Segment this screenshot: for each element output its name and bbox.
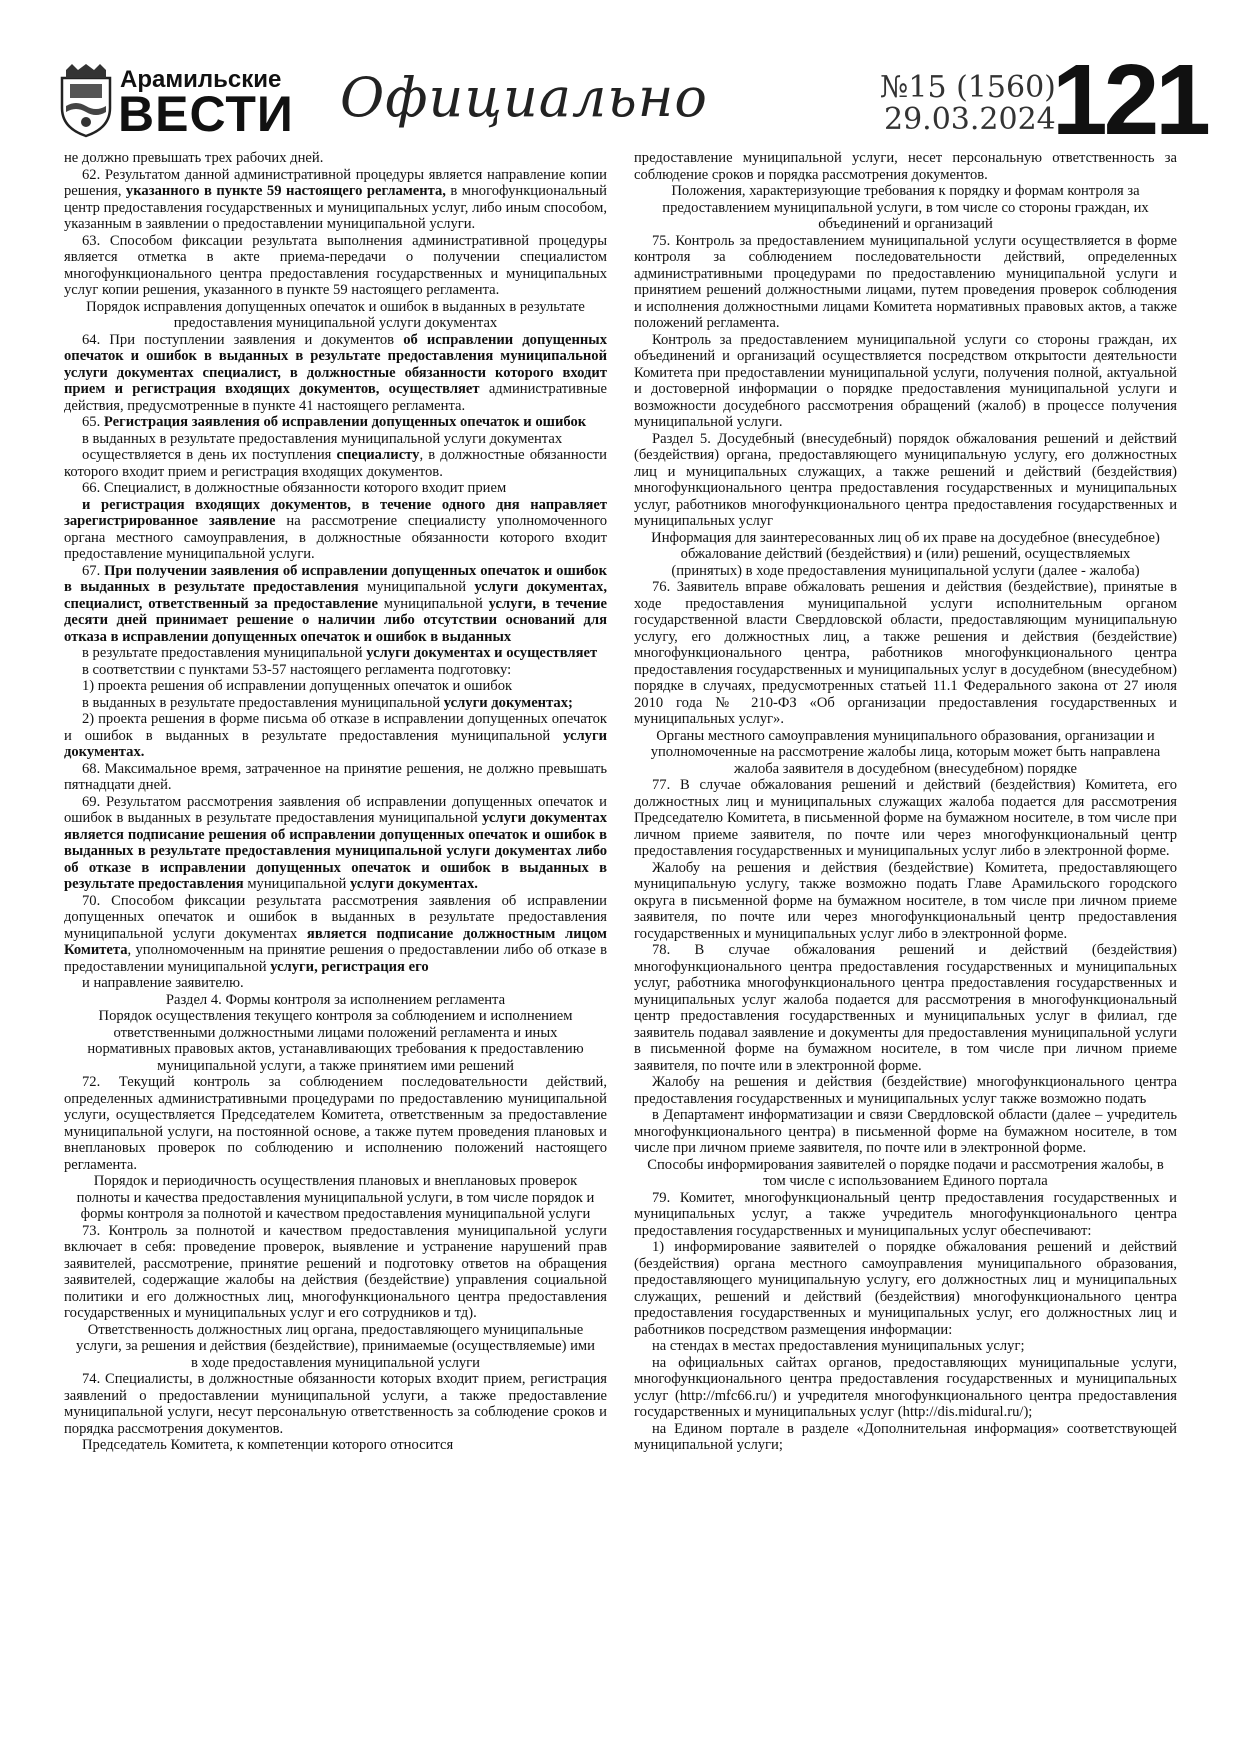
right-column	[634, 150, 1177, 1454]
section-title: Официально	[340, 66, 708, 129]
paragraph-68: 68. Максимальное время, затраченное на принятие решения, не должно превышать пятнадцати дней.	[64, 760, 607, 793]
list-item: 1) проекта решения об исправлении допущенных опечаток и ошибок	[82, 678, 513, 694]
paragraph-63: 63. Способом фиксации результата выполнения административной процедуры является отметка в акте приема-передачи о получении специалистом многофункционального центра предоставления государственных и муниципальных услуг копии решения, указанного в пункте 59 настоящего регламента.	[64, 232, 607, 298]
paragraph-73: 73. Контроль за полнотой и качеством предоставления муниципальной услуги включает в себя: проведение проверок, выявление и устранение нарушений прав заявителей, рассмотрение, принятие решений и подготовку ответов на обращения заявителей, содержащие жалобы на действия (бездействие) управления социальной политики и его должностных лиц, многофункционального центра предоставления государственных и муниципальных услуг и его сотрудников и тд).	[64, 1222, 607, 1321]
paragraph-64: 64. При поступлении заявления и документов об исправлении допущенных опечаток и ошибок в выданных в результате предоставления муниципальной услуги документах специалист, в должностные обязанности которого входит прием и регистрация входящих документов, осуществляет административные действия, предусмотренные в пункте 41 настоящего регламента.	[64, 331, 607, 414]
paragraph-77: 77. В случае обжалования решений и действий (бездействия) Комитета, его должностных лиц и муниципальных служащих жалоба подается для рассмотрения Председателю Комитета, в письменной форме на бумажном носителе, в том числе при личном приеме заявителя, по почте или через многофункциональный центр предоставления государственных и муниципальных услуг либо в электронной форме.	[634, 777, 1177, 859]
logo-top-text: Арамильские	[120, 66, 282, 93]
paragraph-74: 74. Специалисты, в должностные обязанности которых входит прием, регистрация заявлений о предоставлении муниципальной услуги, а также предоставление муниципальной услуги, несут персональную ответственность за соблюдение сроков и порядка рассмотрения документов.	[64, 1371, 607, 1437]
paragraph: Контроль за предоставлением муниципальной услуги со стороны граждан, их объединений и организаций осуществляется посредством открытости деятельности Комитета при предоставлении муниципальной услуги, получения полной, актуальной и достоверной информации о порядке предоставления муниципальной услуги и возможности досудебного рассмотрения обращений (жалоб) в процессе получения муниципальной услуги.	[634, 331, 1177, 430]
subheading: Положения, характеризующие требования к порядку и формам контроля за предоставлением муниципальной услуги, в том числе со стороны граждан, их объединений и организаций	[662, 183, 1149, 232]
paragraph: в выданных в результате предоставления муниципальной услуги документах;	[82, 694, 573, 711]
paragraph-66: 66. Специалист, в должностные обязанности которого входит прием	[82, 480, 507, 496]
paragraph-65: 65. Регистрация заявления об исправлении допущенных опечаток и ошибок	[82, 414, 587, 430]
section-heading: Раздел 4. Формы контроля за исполнением регламента	[165, 991, 506, 1008]
paragraph-78: 78. В случае обжалования решений и действий (бездействия) многофункционального центра предоставления государственных и муниципальных услуг, работника многофункционального центра предоставления государственных и муниципальных услуг жалоба подается для рассмотрения в многофункциональный центр предоставления государственных и муниципальных услуг в филиал, где заявитель подавал заявление и документы для предоставления муниципальной услуги в письменной форме на бумажном носителе, в том числе при личном приеме заявителя, по почте или в электронной форме.	[634, 942, 1177, 1074]
subheading: Порядок исправления допущенных опечаток и ошибок в выданных в результате предоставления муниципальной услуги документах	[86, 298, 585, 331]
paragraph: предоставление муниципальной услуги, несет персональную ответственность за соблюдение сроков и порядка рассмотрения документов.	[634, 150, 1177, 183]
list-item: 1) информирование заявителей о порядке обжалования решений и действий (бездействия) органа местного самоуправления муниципального образования, предоставляющего муниципальную услугу, его должностных лиц и муниципальных служащих, решений и действий (бездействия) многофункционального центра предоставления государственных и муниципальных услуг, его должностных лиц и работников посредством размещения информации:	[634, 1239, 1177, 1338]
paragraph: на стендах в местах предоставления муниципальных услуг;	[652, 1338, 1025, 1354]
issue-info	[880, 72, 1056, 136]
paragraph: Жалобу на решения и действия (бездействие) Комитета, предоставляющего муниципальную услугу, также возможно подать Главе Арамильского городского округа в письменной форме на бумажном носителе, в том числе при личном приеме заявителя, по почте или через многофункциональный центр предоставления государственных и муниципальных услуг либо в электронной форме.	[634, 859, 1177, 942]
subheading: Ответственность должностных лиц органа, предоставляющего муниципальные услуги, за решения и действия (бездействие), принимаемые (осуществляемые) ими в ходе предоставления муниципальной услуги	[76, 1321, 595, 1371]
paragraph-79: 79. Комитет, многофункциональный центр предоставления государственных и муниципальных услуг, а также учредитель многофункционального центра предоставления государственных и муниципальных услуг обеспечивают:	[634, 1189, 1177, 1239]
paragraph-76: 76. Заявитель вправе обжаловать решения и действия (бездействие), принятые в ходе предоставления муниципальной услуги исполнительным органом государственной власти Свердловской области, предоставляющим муниципальную услугу, его должностных лиц, а также решения и действия (бездействие) многофункционального центра, работников многофункционального центра предоставления государственных и муниципальных услуг в досудебном (внесудебном) порядке в случаях, предусмотренных статьей 11.1 Федерального закона от 27 июля 2010 года № 210-ФЗ «Об организации предоставления государственных и муниципальных услуг».	[634, 579, 1177, 727]
city-crest-icon	[58, 62, 114, 138]
paragraph-75: 75. Контроль за предоставлением муниципальной услуги осуществляется в форме контроля за соблюдением последовательности действий, определенных административными процедурами по предоставлению муниципальной услуги и принятием решений должностными лицами, путем проведения проверок соблюдения и исполнения должностными лицами Комитета нормативных правовых актов, а также положений регламента.	[634, 232, 1177, 331]
paragraph-72: 72. Текущий контроль за соблюдением последовательности действий, определенных административными процедурами по предоставлению муниципальной услуги, осуществляется Председателем Комитета, ответственным за предоставление муниципальной услуги, на постоянной основе, а также путем проведения плановых и внеплановых проверок по соблюдению и исполнению положений настоящего регламента.	[64, 1074, 607, 1173]
paragraph: Председатель Комитета, к компетенции которого относится	[82, 1437, 454, 1453]
paragraph-69: 69. Результатом рассмотрения заявления об исправлении допущенных опечаток и ошибок в выданных в результате предоставления муниципальной услуги документах является подписание решения об исправлении допущенных опечаток и ошибок в выданных в результате предоставления муниципальной услуги документах либо об отказе в исправлении допущенных опечаток и ошибок в выданных в результате предоставления муниципальной услуги документах.	[64, 793, 608, 892]
subheading: Порядок осуществления текущего контроля за соблюдением и исполнением ответственными должностными лицами положений регламента и иных нормативных правовых актов, устанавливающих требования к предоставлению муниципальной услуги, а также принятием ими решений	[87, 1008, 584, 1074]
paragraph: осуществляется в день их поступления специалисту, в должностные обязанности которого входит прием и регистрация входящих документов.	[64, 447, 607, 480]
paragraph: и направление заявителю.	[82, 975, 244, 991]
paragraph: на официальных сайтах органов, предоставляющих муниципальные услуги, многофункционального центра предоставления государственных и муниципальных услуг (http://mfc66.ru/) и учредителя многофункционального центра предоставления государственных и муниципальных услуг (http://dis.midural.ru/);	[634, 1354, 1177, 1420]
paragraph: в Департамент информатизации и связи Свердловской области (далее – учредитель многофункционального центра) в письменной форме на бумажном носителе, в том числе при личном приеме заявителя, по почте или в электронной форме.	[634, 1107, 1177, 1156]
logo-bottom-text: ВЕСТИ	[118, 86, 294, 142]
paragraph: и регистрация входящих документов, в течение одного дня направляет зарегистрированное заявление на рассмотрение специалисту уполномоченного органа местного самоуправления, в должностные обязанности которого входит предоставление муниципальной услуги.	[64, 496, 607, 562]
masthead	[58, 44, 1207, 156]
left-column	[64, 150, 607, 1454]
list-item: 2) проекта решения в форме письма об отказе в исправлении допущенных опечаток и ошибок в выданных в результате предоставления муниципальной услуги документах.	[64, 711, 607, 760]
newspaper-logo	[58, 62, 294, 142]
paragraph: в выданных в результате предоставления муниципальной услуги документах	[82, 430, 563, 447]
subheading: Способы информирования заявителей о порядке подачи и рассмотрения жалобы, в том числе с использованием Единого портала	[647, 1156, 1164, 1189]
paragraph: в соответствии с пунктами 53-57 настоящего регламента подготовку:	[82, 661, 512, 678]
paragraph-67: 67. При получении заявления об исправлении допущенных опечаток и ошибок в выданных в результате предоставления муниципальной услуги документах, специалист, ответственный за предоставление муниципальной услуги, в течение десяти дней принимает решение о наличии либо отсутствии оснований для отказа в исправлении допущенных опечаток и ошибок в выданных	[64, 562, 608, 645]
subheading: Порядок и периодичность осуществления плановых и внеплановых проверок полноты и качества предоставления муниципальной услуги, в том числе порядок и формы контроля за полнотой и качеством предоставления муниципальной услуги	[76, 1173, 595, 1222]
subheading: Информация для заинтересованных лиц об их праве на досудебное (внесудебное) обжалование действий (бездействия) и (или) решений, осуществляемых (принятых) в ходе предоставления муниципальной услуги (далее - жалоба)	[651, 529, 1160, 579]
issue-number: №15 (1560)	[880, 70, 1056, 105]
section-heading: Раздел 5. Досудебный (внесудебный) порядок обжалования решений и действий (бездействия) органа, предоставляющего муниципальную услугу, его должностных лиц и муниципальных служащих, а также решений и действий (бездействия) многофункционального центра предоставления государственных и муниципальных услуг, работников многофункционального центра предоставления государственных и муниципальных услуг	[634, 430, 1177, 529]
subheading: Органы местного самоуправления муниципального образования, организации и уполномоченные на рассмотрение жалобы лица, которым может быть направлена жалоба заявителя в досудебном (внесудебном) порядке	[650, 727, 1161, 777]
issue-date: 29.03.2024	[884, 102, 1056, 137]
paragraph: Жалобу на решения и действия (бездействие) многофункционального центра предоставления государственных и муниципальных услуг также возможно подать	[634, 1074, 1177, 1107]
page-number: 121	[1052, 44, 1207, 156]
paragraph: на Едином портале в разделе «Дополнительная информация» соответствующей муниципальной услуги;	[634, 1420, 1177, 1453]
paragraph-70: 70. Способом фиксации результата рассмотрения заявления об исправлении допущенных опечаток и ошибок в выданных в результате предоставления муниципальной услуги документах является подписание должностным лицом Комитета, уполномоченным на принятие решения о предоставлении либо об отказе в предоставлении муниципальной услуги, регистрация его	[64, 892, 607, 975]
paragraph: не должно превышать трех рабочих дней.	[64, 150, 324, 166]
paragraph-62: 62. Результатом данной административной процедуры является направление копии решения, указанного в пункте 59 настоящего регламента, в многофункциональный центр предоставления государственных и муниципальных услуг, либо иным способом, указанным в заявлении о предоставлении муниципальной услуги.	[64, 166, 607, 232]
paragraph: в результате предоставления муниципальной услуги документах и осуществляет	[82, 645, 598, 661]
